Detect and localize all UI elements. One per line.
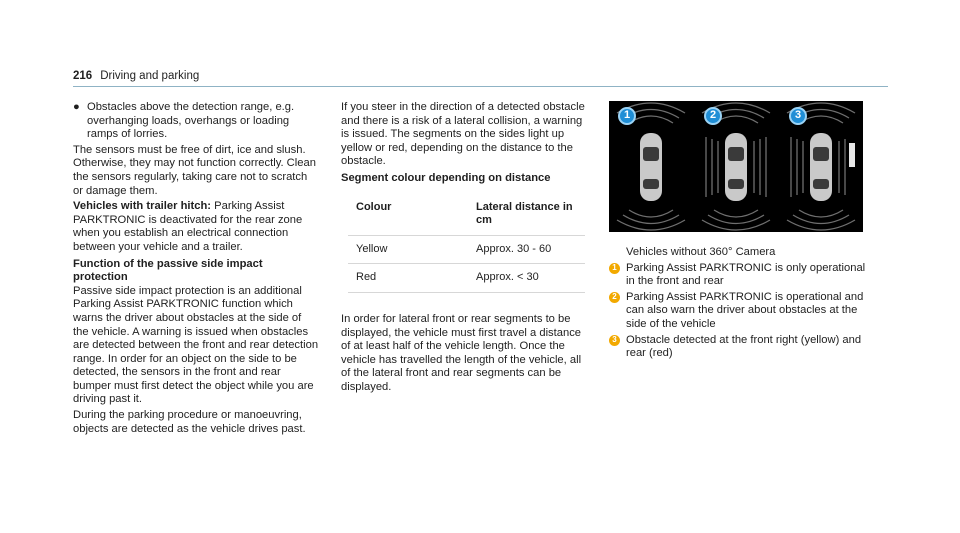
bullet-text: Obstacles above the detection range, e.g. overhanging loads, overhangs or loading ramps of lorries. bbox=[87, 101, 295, 141]
header-rule bbox=[73, 86, 888, 87]
diagram-caption: Vehicles without 360° Camera bbox=[626, 246, 776, 258]
paragraph-steer: If you steer in the direction of a detected obstacle and there is a risk of a lateral collision, a warning is issued. The segments on the sides light up yellow or red, depending on the distance to the obstacle. bbox=[341, 101, 585, 168]
callout-1-icon: 1 bbox=[618, 107, 636, 125]
paragraph-sensors: The sensors must be free of dirt, ice and slush. Otherwise, they may not function correctly. Clean the sensors regularly, taking care not to scratch or damage them. bbox=[73, 143, 316, 197]
trailer-lead: Vehicles with trailer hitch: bbox=[73, 200, 212, 213]
bullet-icon: ● bbox=[73, 101, 80, 113]
table-header-row bbox=[348, 194, 585, 236]
column-middle bbox=[341, 101, 593, 397]
legend-item bbox=[609, 262, 875, 289]
paragraph-manoeuvring: During the parking procedure or manoeuvring, objects are detected as the vehicle drives past. bbox=[73, 409, 306, 435]
legend-number-icon: 2 bbox=[609, 292, 620, 303]
legend-item bbox=[609, 334, 875, 361]
segment-colour-table bbox=[348, 194, 585, 293]
table-header-cell: Lateral distance in cm bbox=[468, 194, 585, 236]
list-item bbox=[73, 101, 319, 142]
legend-number-icon: 1 bbox=[609, 263, 620, 274]
table-cell: Yellow bbox=[348, 235, 468, 264]
paragraph-side-impact: Passive side impact protection is an additional Parking Assist PARKTRONIC function which warns the driver about obstacles at the side of the vehicle. A warning is issued when obstacles are detected between the front and rear detection range. In order for an object on the side to be detected, the sensors in the front and rear bumper must first detect the object while you are driving past it. bbox=[73, 284, 319, 406]
callout-2-icon: 2 bbox=[704, 107, 722, 125]
callout-3-icon: 3 bbox=[789, 107, 807, 125]
column-right bbox=[609, 101, 875, 363]
paragraph-segments: In order for lateral front or rear segments to be displayed, the vehicle must first travel a distance of at least half of the vehicle length. Once the vehicle has travelled the length of the vehicle, all of the lateral front and rear segments can be displayed. bbox=[341, 312, 582, 393]
section-heading: Function of the passive side impact protection bbox=[73, 257, 263, 284]
paragraph-trailer bbox=[73, 200, 319, 254]
column-left bbox=[73, 101, 319, 438]
legend-text: Parking Assist PARKTRONIC is operational and can also warn the driver about obstacles at the side of the vehicle bbox=[626, 290, 864, 330]
table-cell: Approx. < 30 bbox=[468, 264, 585, 293]
parktronic-diagram bbox=[609, 101, 863, 232]
legend-item bbox=[609, 291, 875, 332]
page-number: 216 bbox=[73, 70, 93, 82]
table-row bbox=[348, 264, 585, 293]
trailer-text: Parking Assist PARKTRONIC is deactivated for the rear zone when you establish an electrical connection between your vehicle and a trailer. bbox=[73, 200, 303, 253]
legend-text: Obstacle detected at the front right (yellow) and rear (red) bbox=[626, 333, 862, 360]
table-row bbox=[348, 235, 585, 264]
legend-text: Parking Assist PARKTRONIC is only operational in the front and rear bbox=[626, 261, 866, 288]
section-title: Driving and parking bbox=[100, 70, 200, 82]
table-heading: Segment colour depending on distance bbox=[341, 171, 551, 184]
table-header-cell: Colour bbox=[348, 194, 468, 236]
legend-number-icon: 3 bbox=[609, 335, 620, 346]
table-cell: Approx. 30 - 60 bbox=[468, 235, 585, 264]
table-cell: Red bbox=[348, 264, 468, 293]
page-header bbox=[73, 70, 199, 82]
